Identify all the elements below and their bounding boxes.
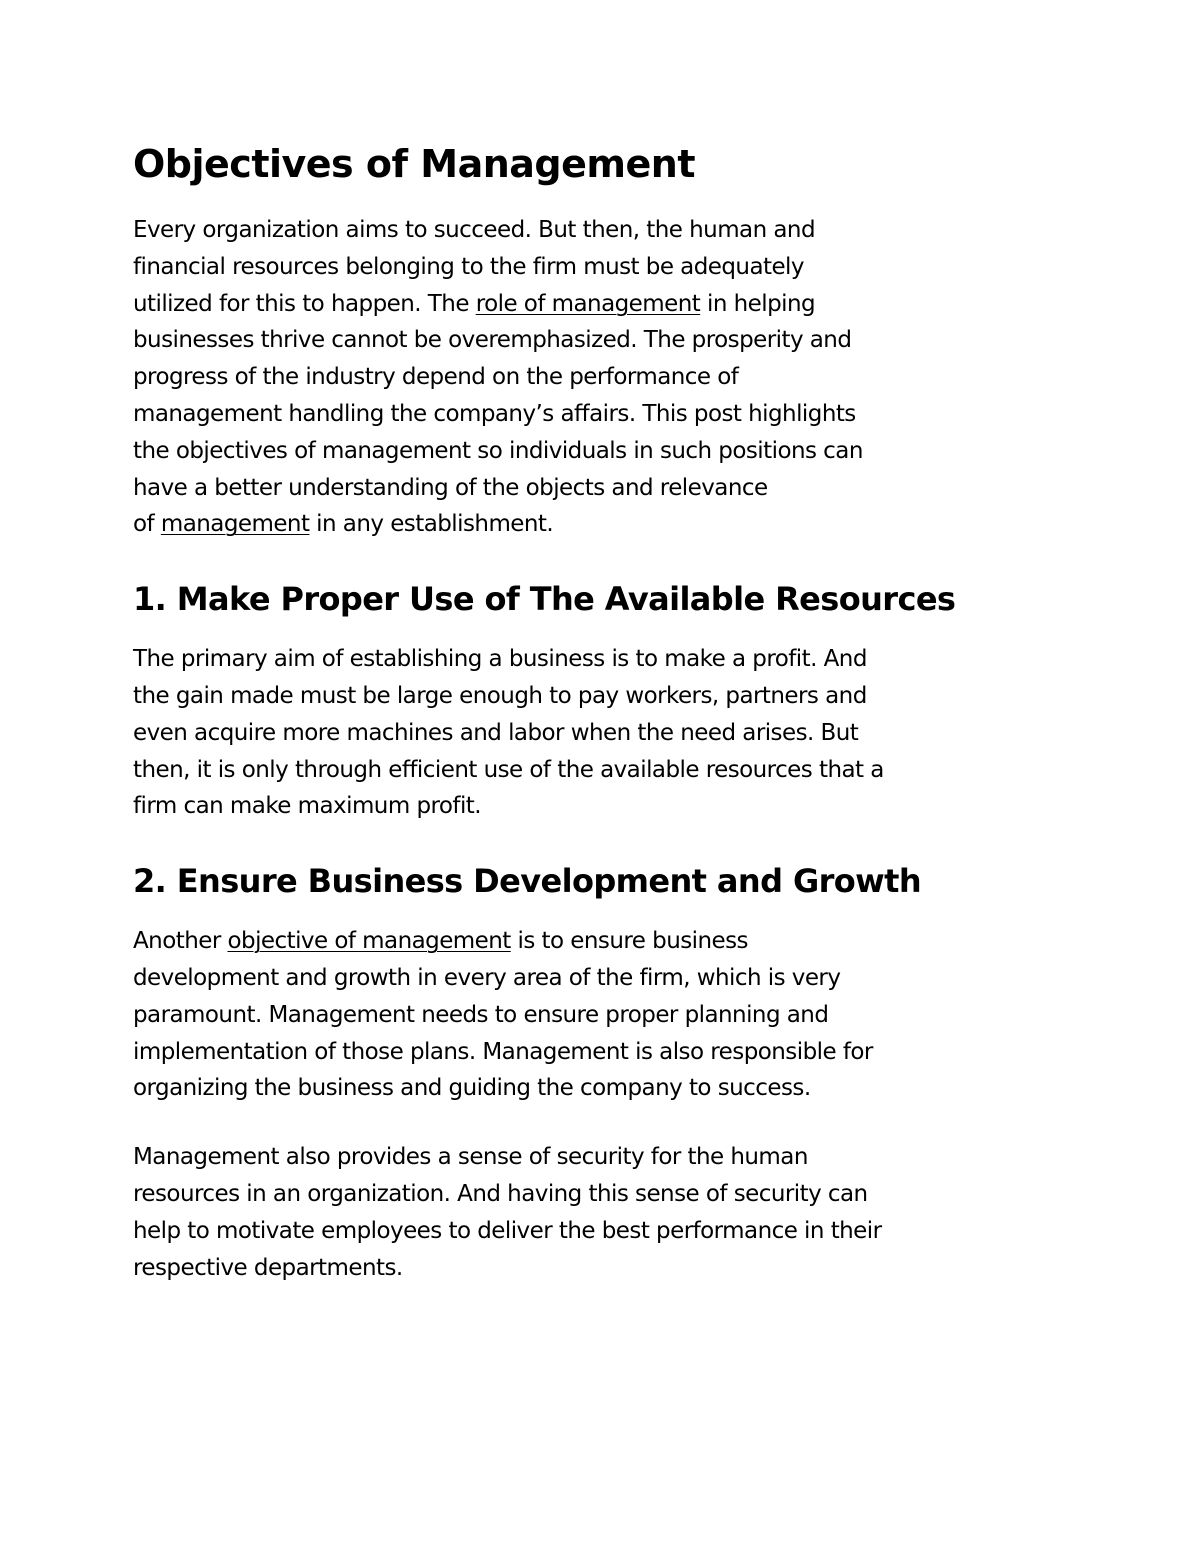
section-1-line-5: firm can make maximum profit.: [133, 793, 482, 820]
spacer: [133, 1107, 1033, 1139]
section-1-paragraph: [133, 641, 1033, 825]
spacer: [133, 543, 1033, 577]
section-2-p1-text-after: is to ensure business: [510, 928, 748, 955]
intro-line-4: businesses thrive cannot be overemphasized. The prosperity and: [133, 327, 852, 354]
section-1-line-4: then, it is only through efficient use of the available resources that a: [133, 756, 884, 783]
section-2-heading: 2. Ensure Business Development and Growth: [133, 862, 922, 901]
intro-line-9-text-after: in any establishment.: [309, 511, 554, 538]
section-1-line-1: The primary aim of establishing a business is to make a profit. And: [133, 646, 867, 673]
document-page: [133, 138, 1033, 1286]
section-2-p1-line-2: development and growth in every area of the firm, which is very: [133, 964, 841, 991]
section-2-p2-line-2: resources in an organization. And having this sense of security can: [133, 1180, 868, 1207]
role-of-management-link[interactable]: role of management: [475, 290, 701, 317]
section-1-line-3: even acquire more machines and labor when the need arises. But: [133, 719, 859, 746]
section-2-p1-line-5: organizing the business and guiding the company to success.: [133, 1075, 811, 1102]
intro-line-3-text-before: utilized for this to happen. The: [133, 290, 476, 317]
spacer: [133, 825, 1033, 859]
section-1-heading: 1. Make Proper Use of The Available Resources: [133, 580, 956, 619]
section-2-p1-line-4: implementation of those plans. Management is also responsible for: [133, 1038, 873, 1065]
section-2-p2-line-3: help to motivate employees to deliver the best performance in their: [133, 1217, 882, 1244]
section-2-p1-line-1: [133, 923, 1033, 960]
section-2-paragraph-1: [133, 923, 1033, 1107]
intro-line-6: management handling the company’s affairs. This post highlights: [133, 400, 856, 427]
intro-line-3: [133, 286, 1033, 323]
intro-line-5: progress of the industry depend on the performance of: [133, 364, 739, 391]
intro-line-3-text-after: in helping: [700, 290, 816, 317]
intro-line-1: Every organization aims to succeed. But then, the human and: [133, 217, 815, 243]
management-link[interactable]: management: [160, 511, 310, 538]
intro-line-2: financial resources belonging to the firm must be adequately: [133, 253, 804, 280]
intro-line-9: [133, 506, 1033, 543]
section-2-p1-line-3: paramount. Management needs to ensure proper planning and: [133, 1001, 829, 1028]
section-2-p2-line-1: Management also provides a sense of security for the human: [133, 1144, 808, 1171]
intro-line-8: have a better understanding of the objects and relevance: [133, 474, 768, 501]
objective-of-management-link[interactable]: objective of management: [227, 928, 511, 955]
intro-line-7: the objectives of management so individuals in such positions can: [133, 437, 863, 464]
page-title: Objectives of Management: [133, 142, 695, 186]
section-2-p2-line-4: respective departments.: [133, 1254, 403, 1281]
section-2-p1-text-before: Another: [133, 928, 228, 955]
section-2-paragraph-2: [133, 1139, 1033, 1286]
section-1-line-2: the gain made must be large enough to pay workers, partners and: [133, 682, 867, 709]
intro-line-9-text-before: of: [133, 511, 161, 538]
intro-paragraph: [133, 212, 1033, 543]
